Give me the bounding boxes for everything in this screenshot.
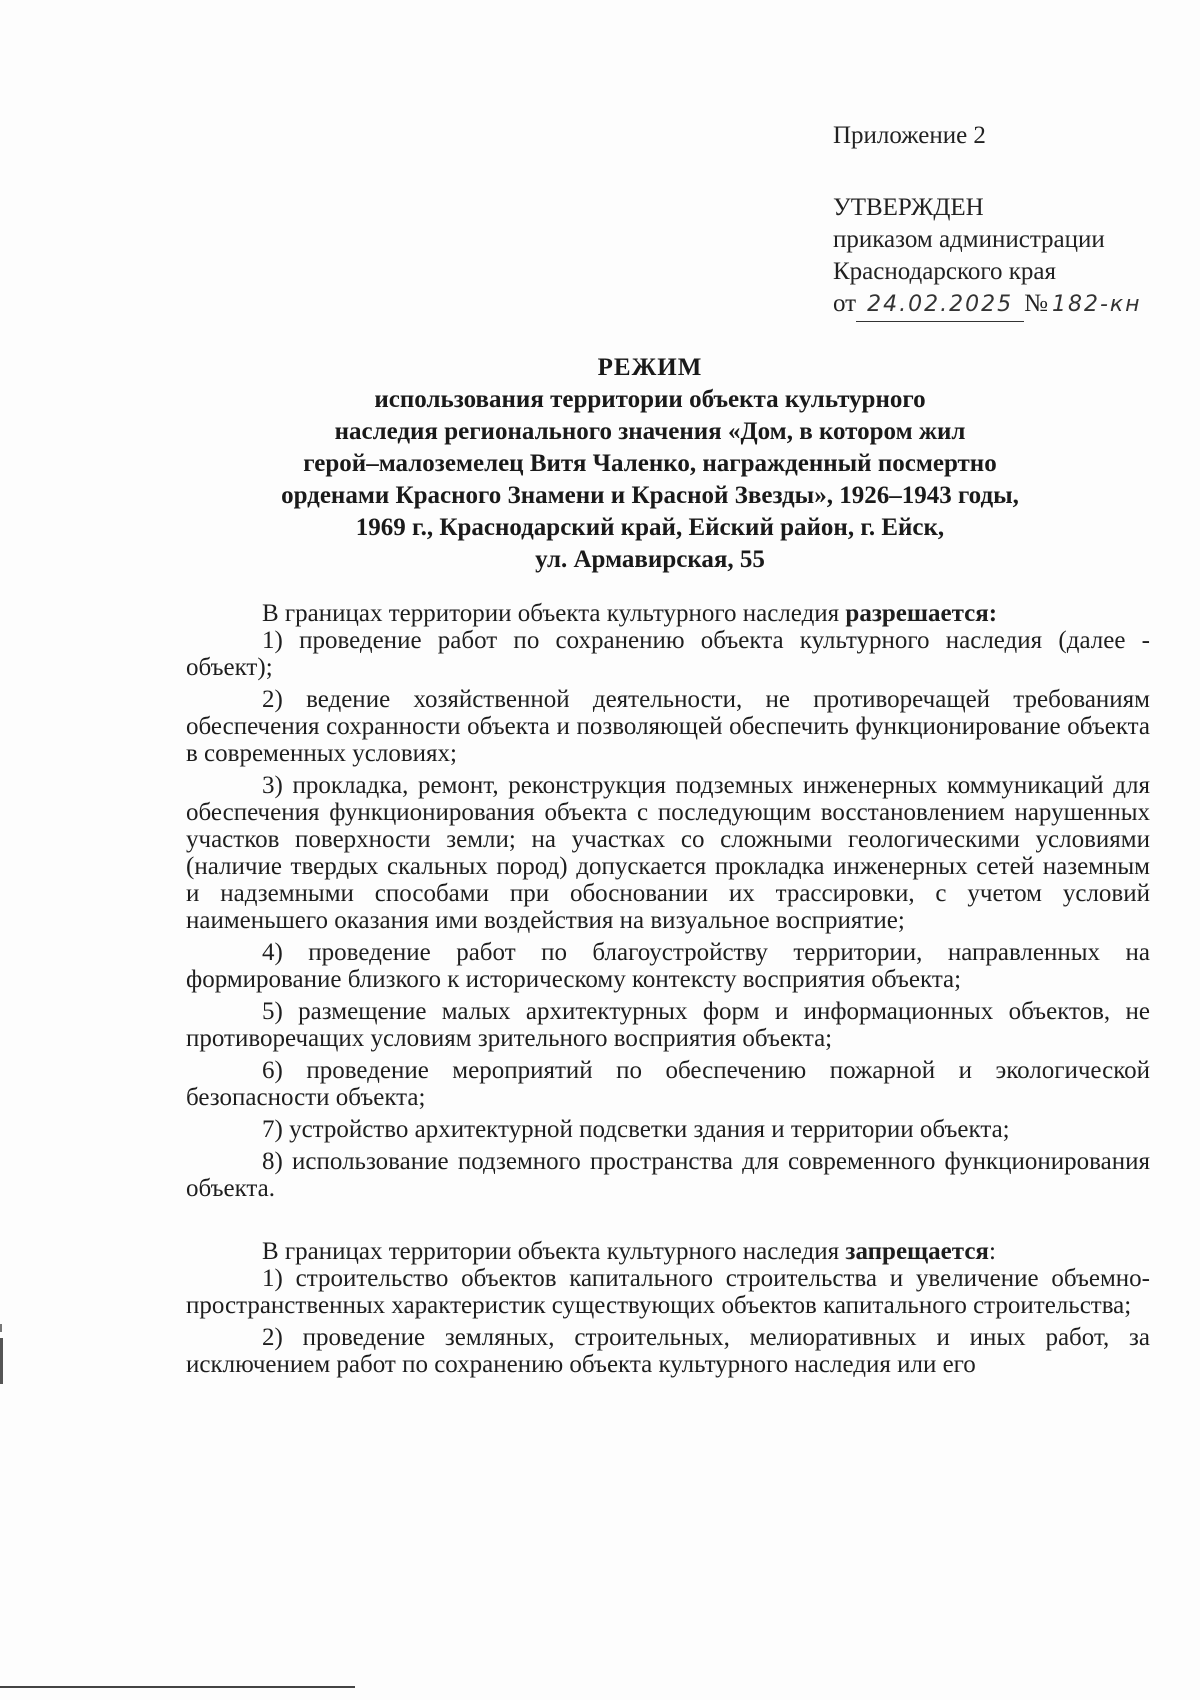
date-prefix: от — [833, 290, 857, 317]
list-item: 2) ведение хозяйственной деятельности, не противоречащей требованиям обеспечения сохранности объекта и позволяющей обеспечить функционирование объекта в современных условиях; — [186, 686, 1150, 767]
scan-artifact-line — [0, 1686, 355, 1688]
title-line: использования территории объекта культурного — [374, 386, 926, 413]
list-item: 2) проведение земляных, строительных, мелиоративных и иных работ, за исключением работ по сохранению объекта культурного наследия или его — [186, 1324, 1150, 1378]
allowed-intro: В границах территории объекта культурного наследия разрешается: — [262, 600, 998, 627]
title-line: герой–малоземелец Витя Чаленко, награжденный посмертно — [303, 450, 997, 477]
document-body — [186, 600, 1150, 1378]
order-date-number — [833, 288, 1152, 322]
list-item: 8) использование подземного пространства для современного функционирования объекта. — [186, 1148, 1150, 1202]
title-line: орденами Красного Знамени и Красной Звезды», 1926–1943 годы, — [281, 482, 1019, 509]
list-item: 1) строительство объектов капитального строительства и увеличение объемно-пространственных характеристик существующих объектов капитального строительства; — [186, 1265, 1150, 1319]
appendix-label: Приложение 2 — [833, 122, 986, 149]
approval-block — [833, 120, 1152, 322]
approved-by-order: приказом администрации — [833, 226, 1105, 253]
scan-artifact — [0, 1324, 2, 1332]
scan-artifact — [0, 1338, 3, 1384]
document-title — [200, 352, 1100, 576]
list-item: 6) проведение мероприятий по обеспечению пожарной и экологической безопасности объекта; — [186, 1057, 1150, 1111]
handwritten-date: 24.02.2025 — [856, 289, 1024, 322]
title-heading: РЕЖИМ — [597, 354, 703, 381]
prohibited-intro: В границах территории объекта культурного наследия запрещается: — [262, 1238, 996, 1265]
handwritten-number: 182-кн — [1051, 292, 1142, 317]
list-item: 1) проведение работ по сохранению объекта культурного наследия (далее - объект); — [186, 627, 1150, 681]
approved-region: Краснодарского края — [833, 258, 1056, 285]
number-prefix: № — [1024, 290, 1048, 317]
title-line: наследия регионального значения «Дом, в котором жил — [334, 418, 966, 445]
list-item: 5) размещение малых архитектурных форм и информационных объектов, не противоречащих условиям зрительного восприятия объекта; — [186, 998, 1150, 1052]
title-line: 1969 г., Краснодарский край, Ейский район, г. Ейск, — [355, 514, 945, 541]
prohibited-keyword: запрещается — [845, 1238, 989, 1265]
title-line: ул. Армавирская, 55 — [535, 546, 765, 573]
list-item: 4) проведение работ по благоустройству территории, направленных на формирование близкого к историческому контексту восприятия объекта; — [186, 939, 1150, 993]
list-item: 3) прокладка, ремонт, реконструкция подземных инженерных коммуникаций для обеспечения функционирования объекта с последующим восстановлением нарушенных участков поверхности земли; на участках со сложными геологическими условиями (наличие твердых скальных пород) допускается прокладка инженерных сетей наземным и надземными способами при обосновании их трассировки, с учетом условий наименьшего оказания ими воздействия на визуальное восприятие; — [186, 772, 1150, 934]
approved-label: УТВЕРЖДЕН — [833, 194, 984, 221]
allowed-keyword: разрешается: — [845, 600, 998, 627]
list-item: 7) устройство архитектурной подсветки здания и территории объекта; — [262, 1116, 1010, 1143]
